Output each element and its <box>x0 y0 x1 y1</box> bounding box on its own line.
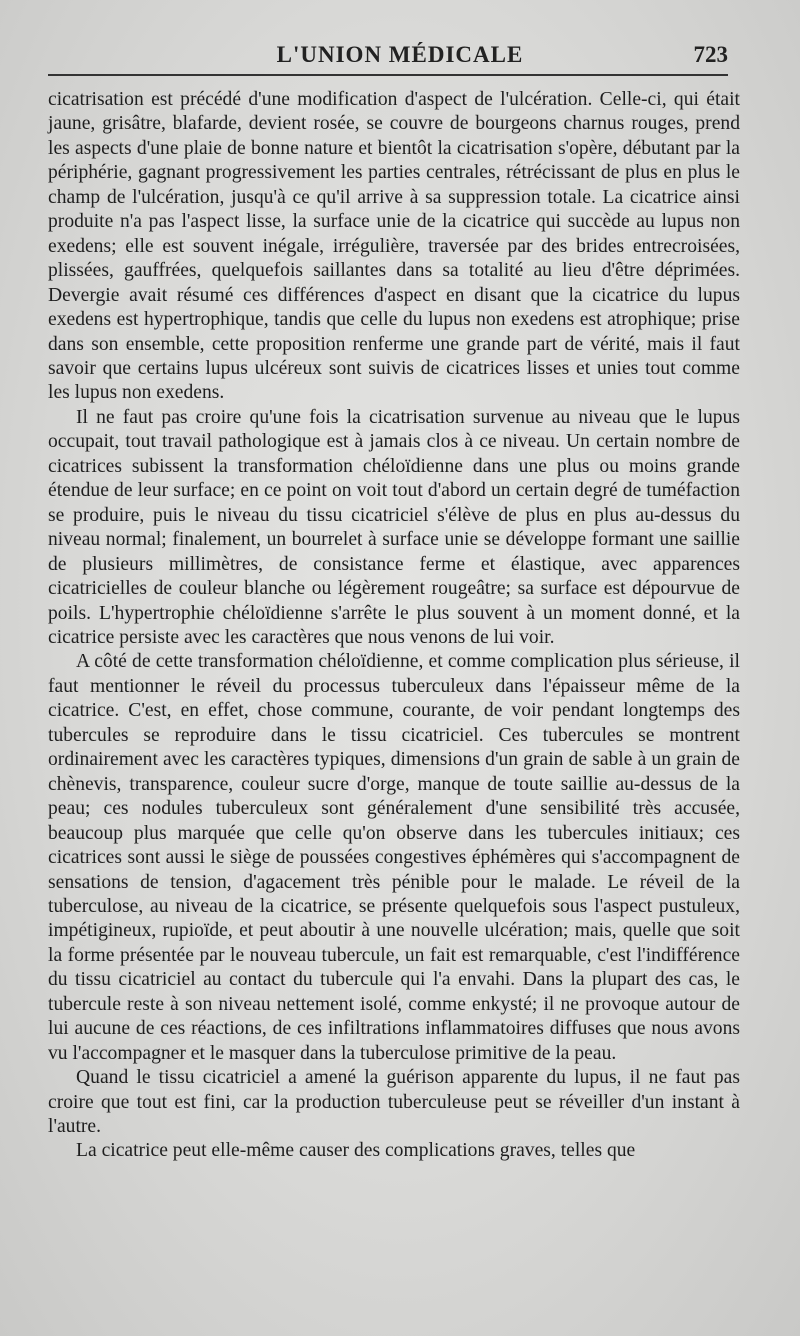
header-rule <box>48 74 728 76</box>
paragraph: La cicatrice peut elle-même causer des complications graves, telles que <box>76 1140 636 1162</box>
paragraph: Il ne faut pas croire qu'une fois la cicatrisation survenue au niveau que le lupus occupait, tout travail pathologique est à jamais clos à ce niveau. Un certain nombre de cicatrices subissent la transformation chéloïdienne dans une plus ou moins grande étendue de leur surface; en ce point on voit tout d'abord un certain degré de tuméfaction se produire, puis le niveau du tissu cicatriciel s'élève de plus en plus au-dessus du niveau normal; finalement, un bourrelet à surface unie se développe formant une saillie de plusieurs millimètres, de consistance ferme et élastique, avec apparences cicatricielles de couleur blanche ou légèrement rougeâtre; sa surface est dépourvue de poils. L'hypertrophie chéloïdienne s'arrête le plus souvent à un moment donné, et la cicatrice persiste avec les caractères que nous venons de lui voir. <box>48 406 740 648</box>
page-number: 723 <box>693 42 728 67</box>
running-title: L'UNION MÉDICALE <box>276 42 524 67</box>
paragraph: cicatrisation est précédé d'une modification d'aspect de l'ulcération. Celle-ci, qui était jaune, grisâtre, blafarde, devient rosée, se couvre de bourgeons charnus rouges, prend les aspects d'une plaie de bonne nature et bientôt la cicatrisation s'opère, débutant par la périphérie, gagnant progressivement les parties centrales, rétrécissant de plus en plus le champ de l'ulcération, jusqu'à ce qu'il arrive à sa suppression totale. La cicatrice ainsi produite n'a pas l'aspect lisse, la surface unie de la cicatrice qui succède au lupus non exedens; elle est souvent inégale, irrégulière, traversée par des brides entrecroisées, plissées, gauffrées, quelquefois saillantes dans sa totalité au lieu d'être déprimées. Devergie avait résumé ces différences d'aspect en disant que la cicatrice du lupus exedens est hypertrophique, tandis que celle du lupus non exedens est atrophique; prise dans son ensemble, cette proposition renferme une grande part de vérité, mais il faut savoir que certains lupus ulcéreux sont suivis de cicatrices lisses et unies tout comme les lupus non exedens. <box>48 89 740 404</box>
page-header <box>0 38 800 78</box>
paragraph: Quand le tissu cicatriciel a amené la guérison apparente du lupus, il ne faut pas croire que tout est fini, car la production tuberculeuse peut se réveiller d'un instant à l'autre. <box>48 1067 740 1138</box>
body-text <box>48 88 740 1164</box>
paragraph: A côté de cette transformation chéloïdienne, et comme complication plus sérieuse, il faut mentionner le réveil du processus tuberculeux dans l'épaisseur même de la cicatrice. C'est, en effet, chose commune, courante, de voir pendant longtemps des tubercules se reproduire dans le tissu cicatriciel. Ces tubercules se montrent ordinairement avec les caractères typiques, dimensions d'un grain de sable à un grain de chènevis, transparence, couleur sucre d'orge, manque de toute saillie au-dessus de la peau; ces nodules tuberculeux sont généralement d'une sensibilité très accusée, beaucoup plus marquée que celle qu'on observe dans les tubercules initiaux; ces cicatrices sont aussi le siège de poussées congestives éphémères qui s'accompagnent de sensations de tension, d'agacement très pénible pour le malade. Le réveil de la tuberculose, au niveau de la cicatrice, se présente quelquefois sous l'aspect pustuleux, impétigineux, rupioïde, et peut aboutir à une nouvelle ulcération; mais, quelle que soit la forme présentée par le nouveau tubercule, un fait est remarquable, c'est l'indifférence du tissu cicatriciel au contact du tubercule qui l'a envahi. Dans la plupart des cas, le tubercule reste à son niveau nettement isolé, comme enkysté; il ne provoque autour de lui aucune de ces réactions, de ces infiltrations inflammatoires diffuses que nous avons vu l'accompagner et le masquer dans la tuberculose primitive de la peau. <box>48 651 740 1064</box>
